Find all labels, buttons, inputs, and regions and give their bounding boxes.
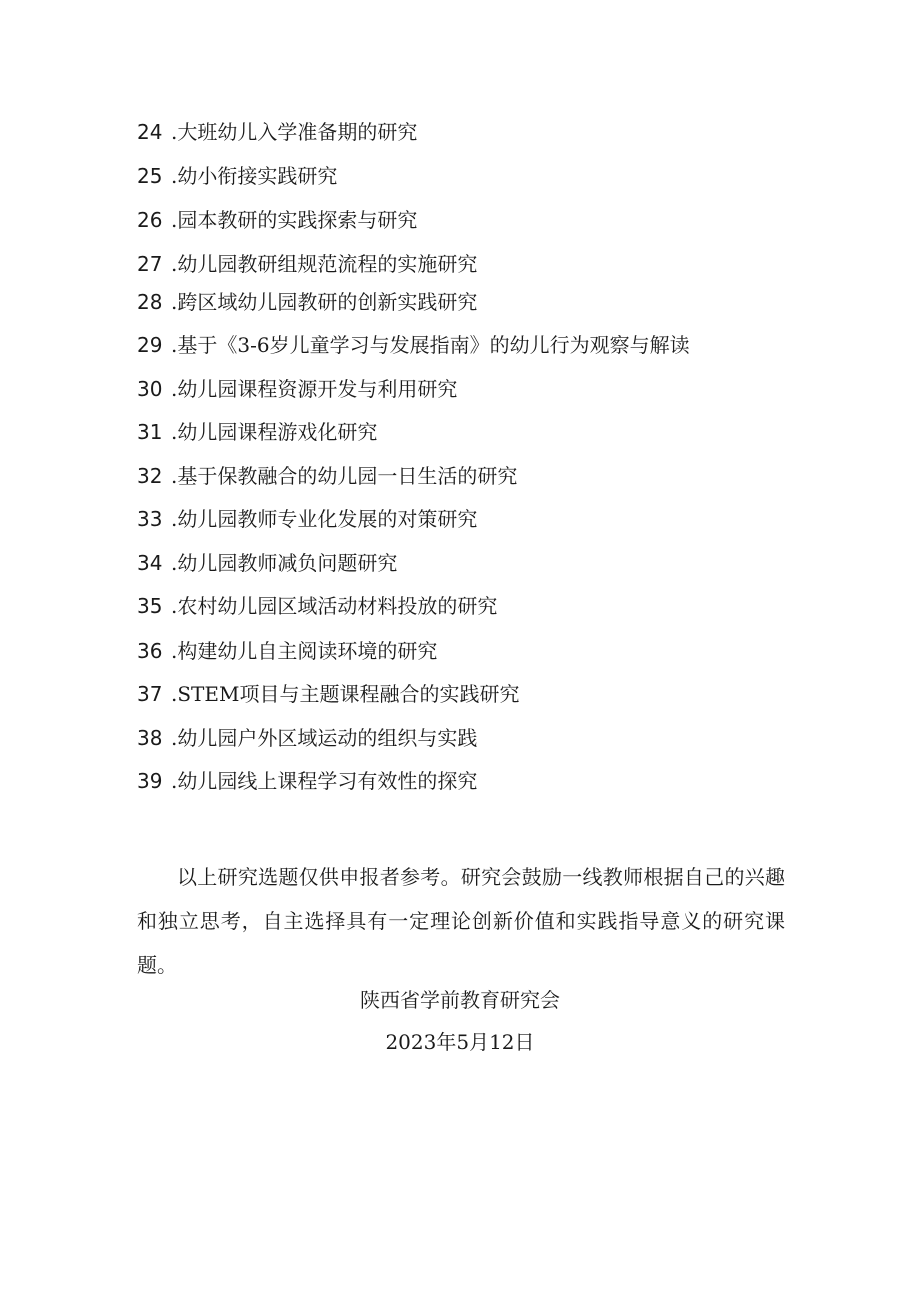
topic-number: 34 [137,551,163,575]
topic-text: .基于保教融合的幼儿园一日生活的研究 [171,464,518,488]
topic-number: 30 [137,377,163,401]
topic-number: 33 [137,507,163,531]
topic-text: .园本教研的实践探索与研究 [171,208,418,232]
topic-number: 24 [137,120,163,144]
topic-number: 25 [137,164,163,188]
topic-number: 32 [137,464,163,488]
list-item [137,162,337,190]
topic-text: .幼小衔接实践研究 [171,164,338,188]
topic-text: .跨区域幼儿园教研的创新实践研究 [171,290,478,314]
list-item [137,118,417,146]
list-item [137,418,377,446]
topic-number: 26 [137,208,163,232]
list-item [137,637,437,665]
organization-signature: 陕西省学前教育研究会 [360,988,560,1012]
list-item [137,505,477,533]
list-item [137,724,477,752]
topic-number: 35 [137,594,163,618]
topic-text: .基于《3-6岁儿童学习与发展指南》的幼儿行为观察与解读 [171,333,690,357]
topic-text: .STEM项目与主题课程融合的实践研究 [171,682,520,706]
topic-text: .幼儿园课程资源开发与利用研究 [171,377,458,401]
topic-number: 29 [137,333,163,357]
list-item [137,680,519,708]
topic-number: 31 [137,420,163,444]
list-item [137,767,477,795]
topic-number: 36 [137,639,163,663]
topic-number: 38 [137,726,163,750]
list-item [137,288,477,316]
topic-text: .幼儿园课程游戏化研究 [171,420,378,444]
topic-text: .幼儿园线上课程学习有效性的探究 [171,769,478,793]
topic-text: .幼儿园教研组规范流程的实施研究 [171,252,478,276]
topic-number: 27 [137,252,163,276]
topic-text: .幼儿园教师减负问题研究 [171,551,398,575]
list-item [137,250,477,278]
list-item [137,549,397,577]
list-item [137,375,457,403]
topic-text: .大班幼儿入学准备期的研究 [171,120,418,144]
list-item [137,206,417,234]
topic-number: 37 [137,682,163,706]
topic-number: 39 [137,769,163,793]
list-item [137,462,517,490]
list-item [137,331,690,359]
list-item [137,592,497,620]
topic-number: 28 [137,290,163,314]
topic-text: .构建幼儿自主阅读环境的研究 [171,639,438,663]
closing-paragraph: 以上研究选题仅供申报者参考。研究会鼓励一线教师根据自己的兴趣和独立思考，自主选择具有一定理论创新价值和实践指导意义的研究课题。 [137,865,785,977]
topic-text: .农村幼儿园区域活动材料投放的研究 [171,594,498,618]
document-date: 2023年5月12日 [385,1030,535,1054]
topic-text: .幼儿园户外区域运动的组织与实践 [171,726,478,750]
topic-text: .幼儿园教师专业化发展的对策研究 [171,507,478,531]
